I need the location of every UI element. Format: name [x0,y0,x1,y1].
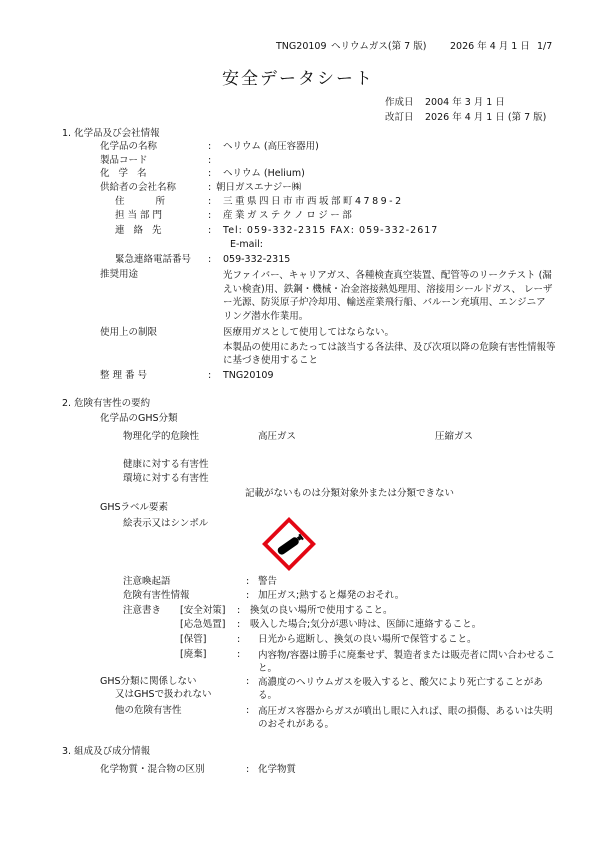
revised-date-label: 改訂日 [385,112,414,123]
substance-mixture-value: 化学物質 [258,764,297,775]
physical-hazard-value: 高圧ガス [258,431,297,442]
gas-cylinder-icon [262,517,316,571]
colon: : [208,370,212,381]
section-2-heading: 2. 危険有害性の要約 [62,398,151,409]
emergency-phone-label: 緊急連絡電話番号 [115,254,192,265]
emergency-phone-value: 059-332-2315 [223,254,291,265]
ghs-label-elements-heading: GHSラベル要素 [100,502,169,513]
hazard-statement-value: 加圧ガス;熱すると爆発のおそれ。 [258,590,405,601]
colon: : [246,590,250,601]
non-ghs-label-line-2: 又はGHSで扱われない [115,689,212,700]
physical-hazard-label: 物理化学的危険性 [123,431,200,442]
colon: : [208,141,212,152]
colon: : [237,649,241,660]
contact-label: 連 絡 先 [115,225,165,236]
substance-mixture-label: 化学物質・混合物の区別 [100,764,205,775]
supplier-label: 供給者の会社名称 [100,182,177,193]
physical-hazard-category: 圧縮ガス [435,431,474,442]
precaution-tag-safety: [安全対策] [180,605,226,616]
precaution-tag-storage: [保管] [180,634,207,645]
colon: : [237,605,241,616]
colon: : [208,254,212,265]
department-value: 産業ガステクノロジー部 [223,210,355,221]
environment-hazard-label: 環境に対する有害性 [123,473,209,484]
colon: : [246,764,250,775]
header-product-edition: ヘリウムガス(第 7 版) [331,41,427,52]
chemical-name-value: ヘリウム (Helium) [223,168,305,179]
colon: : [208,182,212,193]
colon: : [237,634,241,645]
colon: : [208,225,212,236]
created-date-value: 2004 年 3 月 1 日 [425,97,505,108]
recommended-use-label: 推奨用途 [100,269,139,280]
colon: : [208,155,212,166]
product-name-value: ヘリウム (高圧容器用) [223,141,319,152]
header-doc-id: TNG20109 [276,41,327,52]
signal-word-value: 警告 [258,576,278,587]
colon: : [237,619,241,630]
address-label: 住 所 [115,196,169,207]
chemical-name-label: 化 学 名 [100,168,150,179]
revised-date-value: 2026 年 4 月 1 日 (第 7 版) [425,112,547,123]
other-hazard-label: 他の危険有害性 [115,705,182,716]
signal-word-label: 注意喚起語 [123,576,171,587]
non-ghs-label-line-1: GHS分類に関係しない [100,676,197,687]
product-name-label: 化学品の名称 [100,141,158,152]
email-value: E-mail: [230,239,263,250]
precaution-text-storage: 日光から遮断し、換気の良い場所で保管すること。 [258,634,477,645]
product-code-label: 製品コード [100,155,148,166]
precaution-text-disposal: 内容物/容器は勝手に廃棄せず、製造者または販売者に問い合わせること。 [258,650,555,674]
restriction-line-2: 本製品の使用にあたっては該当する各法律、及び次項以降の危険有害性情報等に基づき使用すること [223,342,556,366]
page-title: 安全データシート [222,69,374,89]
health-hazard-label: 健康に対する有害性 [123,459,209,470]
precaution-text-first-aid: 吸入した場合;気分が悪い時は、医師に連絡すること。 [250,619,482,630]
colon: : [246,676,250,687]
colon: : [246,576,250,587]
reference-number-label: 整理番号 [100,370,151,381]
colon: : [208,210,212,221]
precaution-tag-disposal: [廃棄] [180,649,207,660]
section-3-heading: 3. 組成及び成分情報 [62,746,151,757]
precaution-tag-first-aid: [応急処置] [180,619,226,630]
non-ghs-hazard-text: 高濃度のヘリウムガスを吸入すると、酸欠により死亡することがある。 [258,677,543,701]
precaution-label: 注意書き [123,605,162,616]
ghs-classification-heading: 化学品のGHS分類 [100,413,178,424]
restriction-label: 使用上の制限 [100,327,158,338]
department-label: 担当部門 [115,210,166,221]
supplier-value: 朝日ガスエナジー㈱ [216,182,302,193]
header-date: 2026 年 4 月 1 日 [450,41,530,52]
header-page-number: 1/7 [537,41,553,52]
recommended-use-text: 光ファイバー、キャリアガス、各種検査真空装置、配管等のリークテスト (漏えい検査)用、鉄鋼・機械・冶金溶接熱処理用、溶接用シールドガス、 レーザー光源、防災原子炉冷却用、輸送産業飛行船、バルーン充填用、エンジニアリング潜水作業用。 [223,270,553,322]
precaution-text-safety: 換気の良い場所で使用すること。 [250,605,393,616]
not-classified-note: 記載がないものは分類対象外または分類できない [245,488,455,499]
other-hazard-text: 高圧ガス容器からガスが噴出し眼に入れば、眼の損傷、あるいは失明のおそれがある。 [258,706,553,730]
contact-value: Tel: 059-332-2315 FAX: 059-332-2617 [223,225,439,236]
section-1-heading: 1. 化学品及び会社情報 [62,128,160,139]
created-date-label: 作成日 [385,97,414,108]
hazard-statement-label: 危険有害性情報 [123,590,190,601]
reference-number-value: TNG20109 [223,370,274,381]
colon: : [246,705,250,716]
pictogram-label: 絵表示又はシンボル [123,518,209,529]
colon: : [208,196,212,207]
restriction-line-1: 医療用ガスとして使用してはならない。 [223,327,395,338]
colon: : [208,168,212,179]
address-value: 三重県四日市市西坂部町4789-2 [223,196,404,207]
